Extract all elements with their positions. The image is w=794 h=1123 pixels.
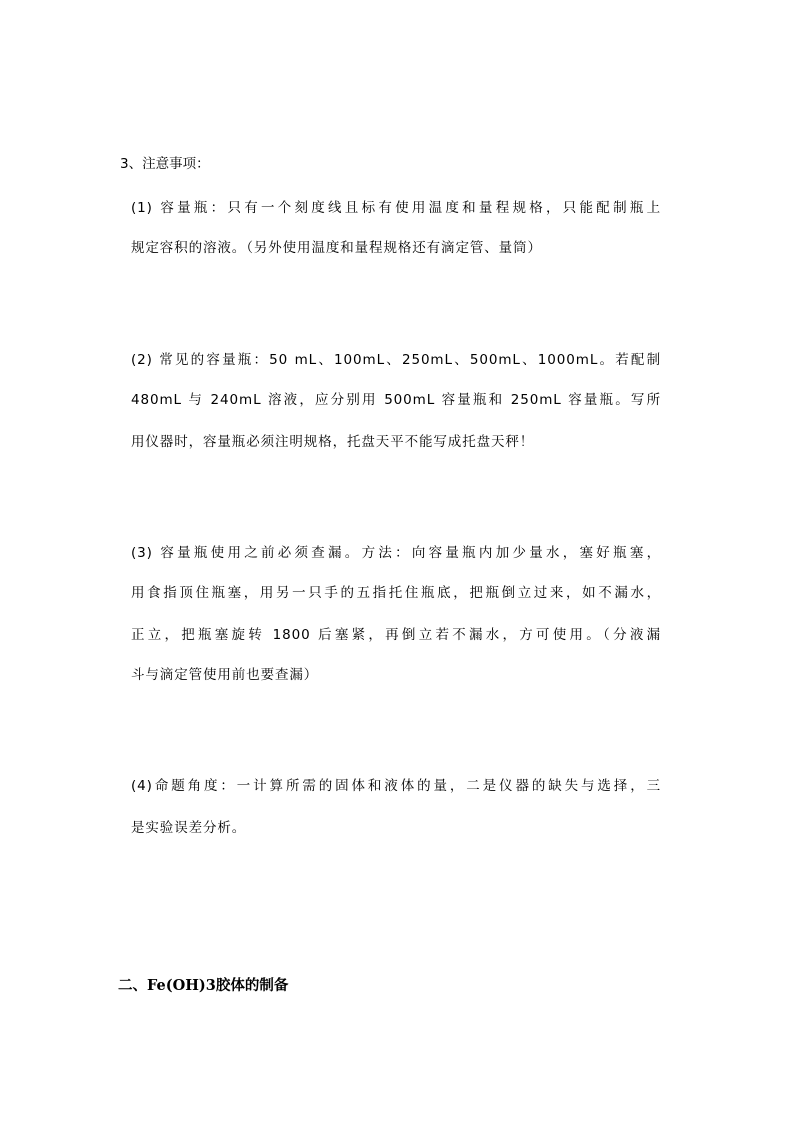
- section-2-title: 二、Fe(OH)3胶体的制备: [118, 977, 289, 994]
- note-3-line-3: 正立，把瓶塞旋转 1800 后塞紧，再倒立若不漏水，方可使用。（分液漏: [131, 627, 661, 643]
- note-3-line-2: 用食指顶住瓶塞，用另一只手的五指托住瓶底，把瓶倒立过来，如不漏水，: [131, 585, 661, 601]
- note-1-line-2: 规定容积的溶液。（另外使用温度和量程规格还有滴定管、量筒）: [131, 240, 542, 256]
- notes-heading: 3、注意事项：: [120, 156, 210, 172]
- note-2-line-3: 用仪器时，容量瓶必须注明规格，托盘天平不能写成托盘天秤！: [131, 434, 535, 450]
- note-4-line-2: 是实验误差分析。: [131, 820, 247, 836]
- note-2-line-2: 480mL 与 240mL 溶液，应分别用 500mL 容量瓶和 250mL 容量瓶。写所: [131, 392, 661, 408]
- note-2-line-1: (2) 常见的容量瓶：50 mL、100mL、250mL、500mL、1000mL。若配制: [131, 352, 661, 368]
- note-3-line-1: (3) 容量瓶使用之前必须查漏。方法：向容量瓶内加少量水，塞好瓶塞，: [131, 545, 661, 561]
- note-3-line-4: 斗与滴定管使用前也要查漏）: [131, 667, 319, 683]
- note-1-line-1: (1) 容量瓶：只有一个刻度线且标有使用温度和量程规格，只能配制瓶上: [131, 200, 661, 216]
- note-4-line-1: (4)命题角度：一计算所需的固体和液体的量，二是仪器的缺失与选择，三: [131, 778, 661, 794]
